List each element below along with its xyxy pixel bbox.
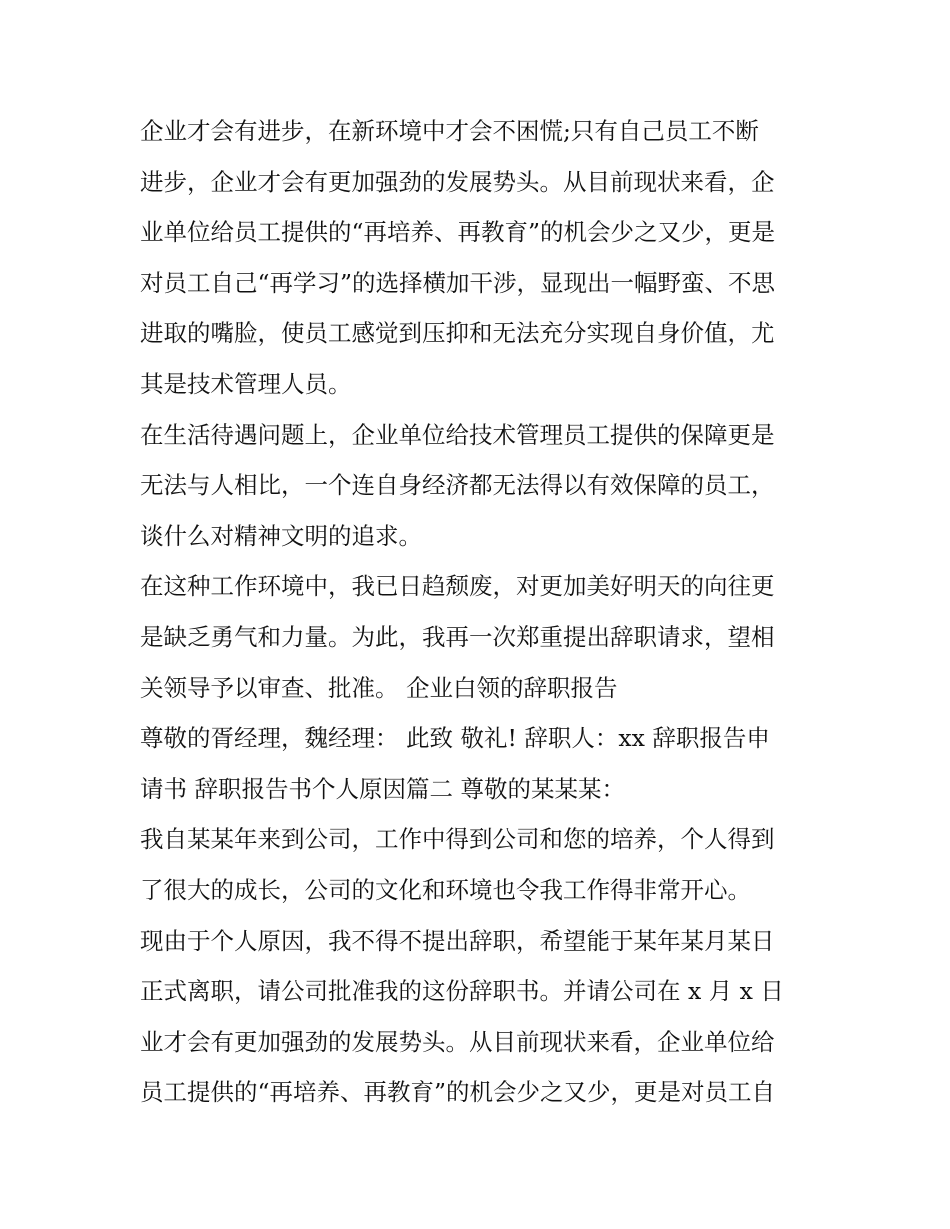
text-line: 正式离职，请公司批准我的这份辞职书。并请公司在 x 月 x 日 xyxy=(140,977,784,1006)
text-line: 业单位给员工提供的“再培养、再教育”的机会少之又少，更是 xyxy=(140,218,776,247)
text-line: 我自某某年来到公司，工作中得到公司和您的培养，个人得到 xyxy=(140,825,775,854)
text-line: 业才会有更加强劲的发展势头。从目前现状来看，企业单位给 xyxy=(140,1027,775,1056)
text-line: 进取的嘴脸，使员工感觉到压抑和无法充分实现自身价值，尤 xyxy=(140,319,775,348)
text-line: 在生活待遇问题上，企业单位给技术管理员工提供的保障更是 xyxy=(140,420,775,449)
text-line: 其是技术管理人员。 xyxy=(140,369,352,398)
text-line: 员工提供的“再培养、再教育”的机会少之又少，更是对员工自 xyxy=(140,1078,776,1107)
document-body xyxy=(140,106,830,1118)
text-line: 企业才会有进步，在新环境中才会不困慌;只有自己员工不断 xyxy=(140,117,759,145)
text-line: 谈什么对精神文明的追求。 xyxy=(140,521,422,550)
text-line: 是缺乏勇气和力量。为此，我再一次郑重提出辞职请求，望相 xyxy=(140,622,775,651)
text-line: 尊敬的胥经理，魏经理： 此致 敬礼! 辞职人：xx 辞职报告申 xyxy=(140,724,770,753)
text-line: 在这种工作环境中，我已日趋颓废，对更加美好明天的向往更 xyxy=(140,572,775,601)
text-line: 关领导予以审查、批准。 企业白领的辞职报告 xyxy=(140,673,618,702)
text-line: 无法与人相比，一个连自身经济都无法得以有效保障的员工， xyxy=(140,471,775,500)
text-line: 现由于个人原因，我不得不提出辞职，希望能于某年某月某日 xyxy=(140,926,775,955)
text-line: 进步，企业才会有更加强劲的发展势头。从目前现状来看，企 xyxy=(140,167,775,196)
text-line: 了很大的成长，公司的文化和环境也令我工作得非常开心。 xyxy=(140,875,751,904)
text-line: 请书 辞职报告书个人原因篇二 尊敬的某某某： xyxy=(140,774,625,803)
text-line: 对员工自己“再学习”的选择横加干涉，显现出一幅野蛮、不思 xyxy=(140,268,776,297)
